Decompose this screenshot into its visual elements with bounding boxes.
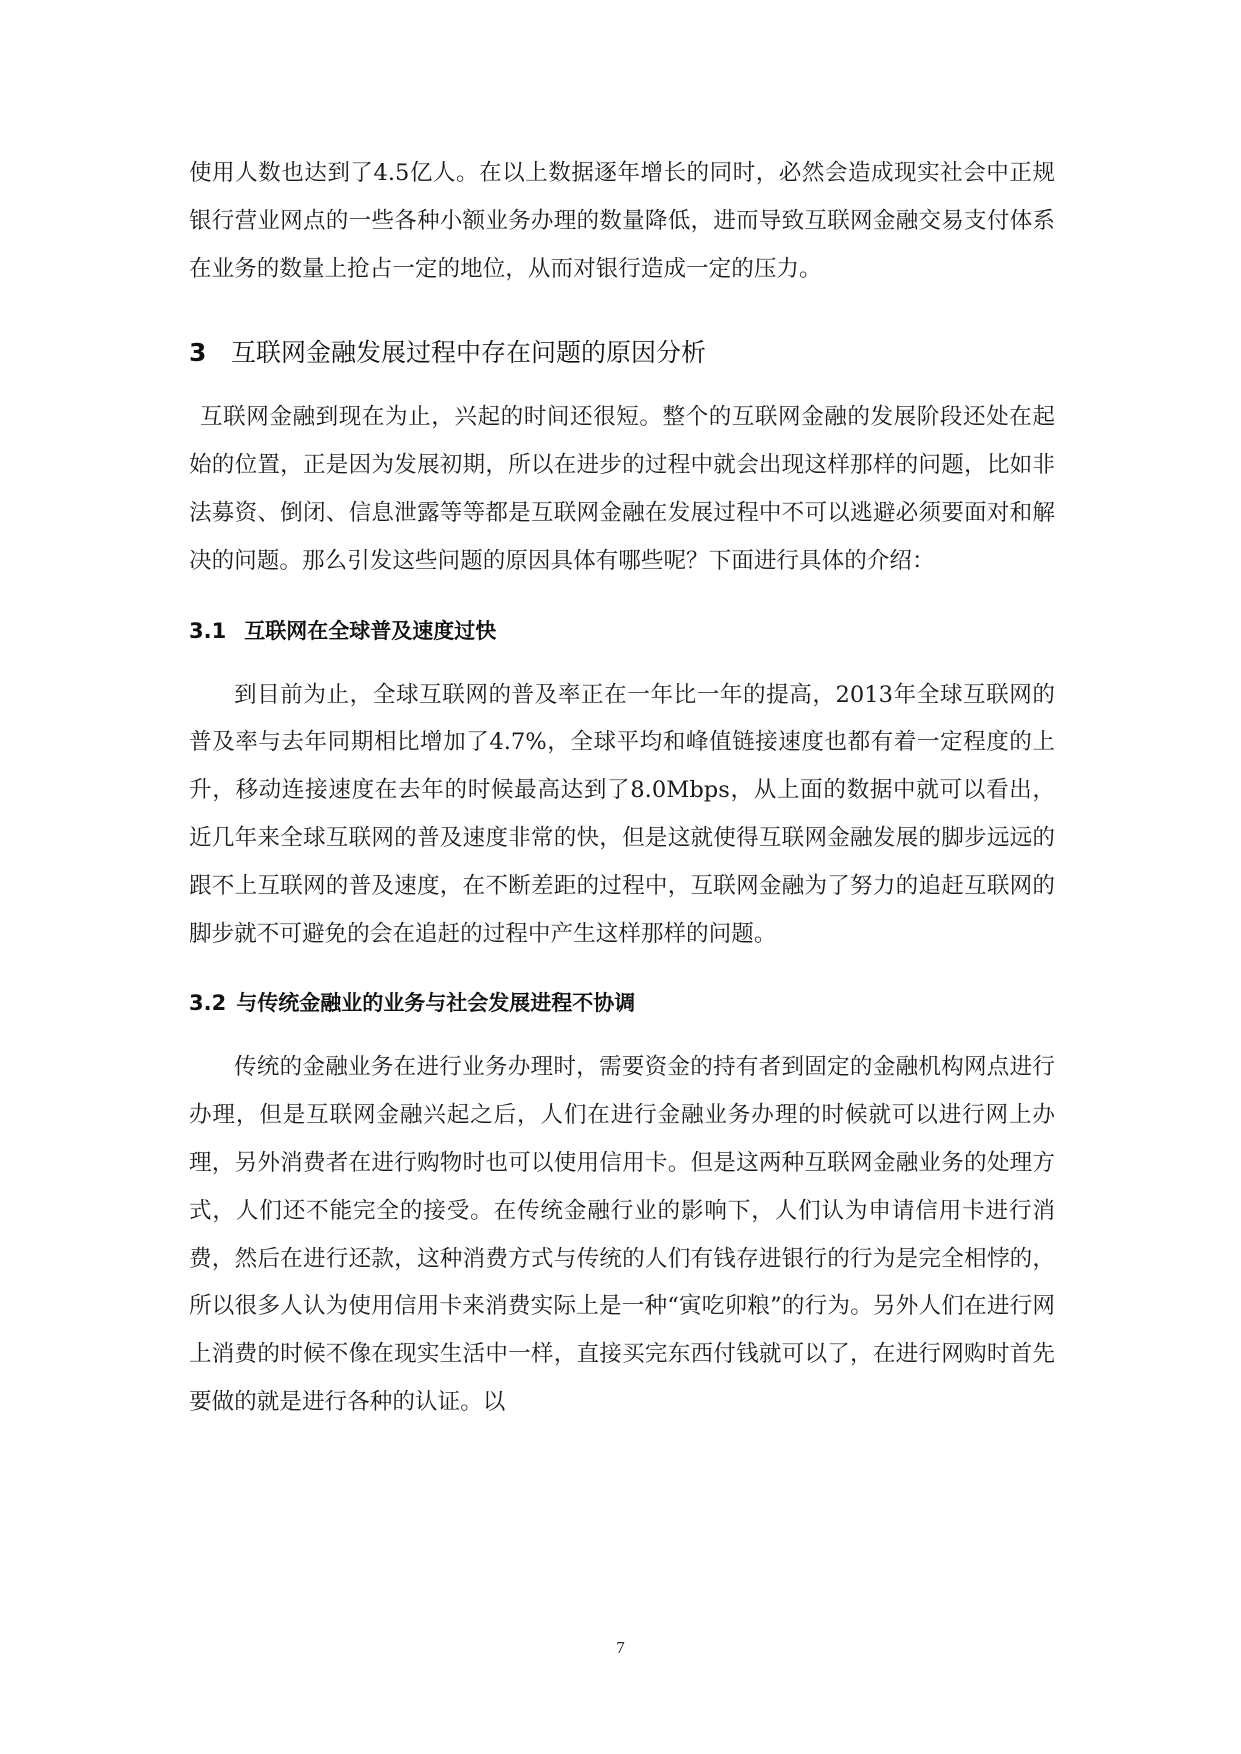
section-3-1-title: 互联网在全球普及速度过快 bbox=[244, 618, 497, 643]
continuation-paragraph: 使用人数也达到了4.5亿人。在以上数据逐年增长的同时，必然会造成现实社会中正规银行营业网点的一些各种小额业务办理的数量降低，进而导致互联网金融交易支付体系在业务的数量上抢占一定的地位，从而对银行造成一定的压力。 bbox=[189, 160, 1055, 282]
section-3-intro-paragraph: 互联网金融到现在为止，兴起的时间还很短。整个的互联网金融的发展阶段还处在起始的位置，正是因为发展初期，所以在进步的过程中就会出现这样那样的问题，比如非法募资、倒闭、信息泄露等等都是互联网金融在发展过程中不可以逃避必须要面对和解决的问题。那么引发这些问题的原因具体有哪些呢？下面进行具体的介绍： bbox=[189, 404, 1055, 574]
section-3-1-heading bbox=[189, 616, 1055, 646]
section-3-heading bbox=[189, 336, 1055, 370]
section-3-title: 互联网金融发展过程中存在问题的原因分析 bbox=[231, 338, 707, 368]
section-3-2-number: 3.2 bbox=[189, 991, 227, 1016]
section-3-2-paragraph: 传统的金融业务在进行业务办理时，需要资金的持有者到固定的金融机构网点进行办理，但是互联网金融兴起之后，人们在进行金融业务办理的时候就可以进行网上办理，另外消费者在进行购物时也可以使用信用卡。但是这两种互联网金融业务的处理方式，人们还不能完全的接受。在传统金融行业的影响下，人们认为申请信用卡进行消费，然后在进行还款，这种消费方式与传统的人们有钱存进银行的行为是完全相悖的，所以很多人认为使用信用卡来消费实际上是一种“寅吃卯粮”的行为。另外人们在进行网上消费的时候不像在现实生活中一样，直接买完东西付钱就可以了，在进行网购时首先要做的就是进行各种的认证。以 bbox=[189, 1054, 1055, 1415]
page-number: 7 bbox=[616, 1638, 625, 1657]
section-3-1-paragraph: 到目前为止，全球互联网的普及率正在一年比一年的提高，2013年全球互联网的普及率与去年同期相比增加了4.7%，全球平均和峰值链接速度也都有着一定程度的上升，移动连接速度在去年的时候最高达到了8.0Mbps，从上面的数据中就可以看出，近几年来全球互联网的普及速度非常的快，但是这就使得互联网金融发展的脚步远远的跟不上互联网的普及速度，在不断差距的过程中，互联网金融为了努力的追赶互联网的脚步就不可避免的会在追赶的过程中产生这样那样的问题。 bbox=[189, 681, 1055, 947]
section-3-number: 3 bbox=[189, 338, 207, 368]
section-3-2-heading bbox=[189, 988, 1055, 1018]
page-body bbox=[189, 150, 1055, 1427]
section-3-1-number: 3.1 bbox=[189, 618, 227, 643]
section-3-2-title: 与传统金融业的业务与社会发展进程不协调 bbox=[236, 991, 636, 1016]
